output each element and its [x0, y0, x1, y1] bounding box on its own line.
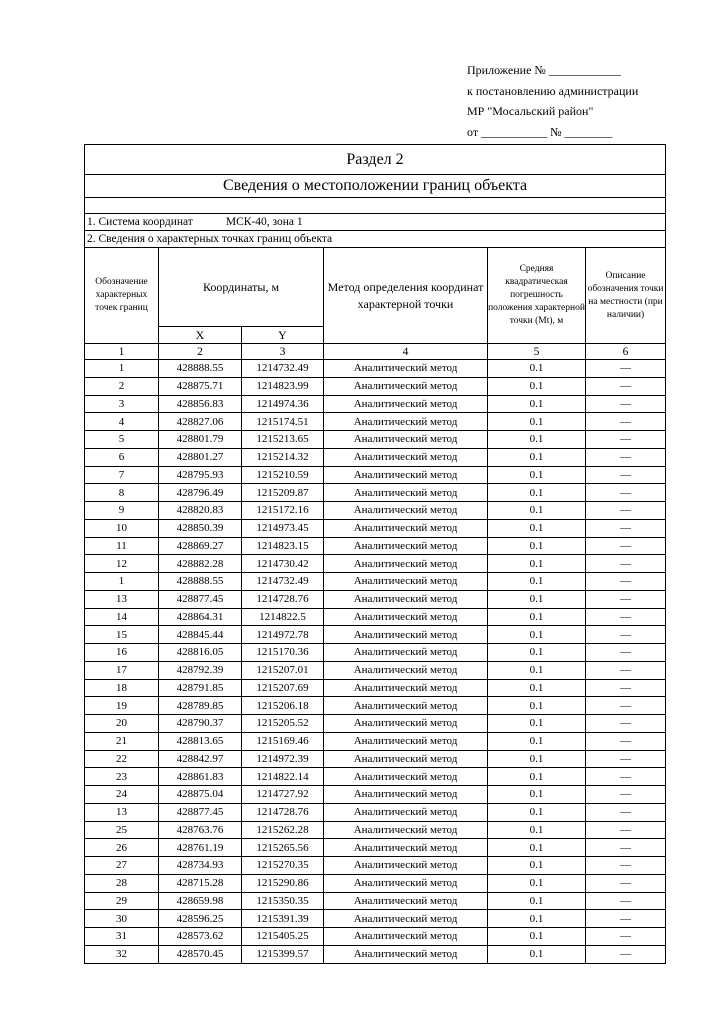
description	[586, 395, 666, 413]
header-method: Метод определения координат характерной точки	[324, 248, 488, 344]
dash: —	[620, 788, 632, 801]
coordinate-x: 428875.04	[159, 786, 242, 804]
method: Аналитический метод	[324, 786, 488, 804]
coordinate-x: 428791.85	[159, 679, 242, 697]
coordinate-x: 428850.39	[159, 519, 242, 537]
point-number: 11	[85, 537, 159, 555]
coordinate-x: 428842.97	[159, 750, 242, 768]
dash: —	[620, 770, 632, 783]
dash: —	[620, 539, 632, 552]
point-number: 29	[85, 892, 159, 910]
description	[586, 715, 666, 733]
coordinate-x: 428570.45	[159, 945, 242, 963]
coordinate-y: 1215209.87	[242, 484, 324, 502]
table-row	[85, 555, 666, 573]
coordinate-y: 1215265.56	[242, 839, 324, 857]
accuracy: 0.1	[488, 928, 586, 946]
accuracy: 0.1	[488, 697, 586, 715]
accuracy: 0.1	[488, 874, 586, 892]
accuracy: 0.1	[488, 573, 586, 591]
accuracy: 0.1	[488, 786, 586, 804]
coordinate-x: 428795.93	[159, 466, 242, 484]
description	[586, 626, 666, 644]
coordinate-x: 428596.25	[159, 910, 242, 928]
accuracy: 0.1	[488, 448, 586, 466]
accuracy: 0.1	[488, 715, 586, 733]
table-row	[85, 395, 666, 413]
accuracy: 0.1	[488, 892, 586, 910]
dash: —	[620, 699, 632, 712]
method: Аналитический метод	[324, 537, 488, 555]
dash: —	[620, 912, 632, 925]
accuracy: 0.1	[488, 413, 586, 431]
accuracy: 0.1	[488, 839, 586, 857]
dash: —	[620, 664, 632, 677]
method: Аналитический метод	[324, 448, 488, 466]
method: Аналитический метод	[324, 839, 488, 857]
point-number: 27	[85, 857, 159, 875]
header-designation: Обозначение характерных точек границ	[85, 248, 159, 344]
district-name: МР "Мосальский район"	[467, 104, 594, 118]
accuracy: 0.1	[488, 910, 586, 928]
table-row	[85, 892, 666, 910]
table-row	[85, 697, 666, 715]
column-numbers-row	[85, 344, 666, 360]
method: Аналитический метод	[324, 715, 488, 733]
coordinate-x: 428789.85	[159, 697, 242, 715]
table-title: Сведения о местоположении границ объекта	[85, 175, 666, 198]
method: Аналитический метод	[324, 466, 488, 484]
dash: —	[620, 504, 632, 517]
boundary-points-table	[84, 144, 666, 964]
accuracy: 0.1	[488, 590, 586, 608]
coordinate-y: 1215399.57	[242, 945, 324, 963]
description	[586, 644, 666, 662]
appendix-number: Приложение № ____________	[467, 63, 621, 77]
coordinate-x: 428845.44	[159, 626, 242, 644]
column-number: 4	[324, 344, 488, 360]
dash: —	[620, 841, 632, 854]
method: Аналитический метод	[324, 413, 488, 431]
points-caption: 2. Сведения о характерных точках границ объекта	[85, 231, 666, 248]
coordinate-y: 1214823.15	[242, 537, 324, 555]
method: Аналитический метод	[324, 874, 488, 892]
table-row	[85, 857, 666, 875]
dash: —	[620, 486, 632, 499]
coordinate-x: 428813.65	[159, 732, 242, 750]
header-accuracy: Средняя квадратическая погрешность положения характерной точки (Mt), м	[488, 248, 586, 344]
description	[586, 786, 666, 804]
method: Аналитический метод	[324, 590, 488, 608]
accuracy: 0.1	[488, 750, 586, 768]
coordinate-system-label: 1. Система координат	[87, 216, 193, 228]
table-row	[85, 679, 666, 697]
method: Аналитический метод	[324, 803, 488, 821]
coordinate-y: 1214730.42	[242, 555, 324, 573]
method: Аналитический метод	[324, 679, 488, 697]
accuracy: 0.1	[488, 768, 586, 786]
point-number: 5	[85, 431, 159, 449]
point-number: 30	[85, 910, 159, 928]
column-number: 6	[586, 344, 666, 360]
table-row	[85, 360, 666, 378]
point-number: 3	[85, 395, 159, 413]
table-row	[85, 377, 666, 395]
header-coordinates: Координаты, м	[159, 248, 324, 327]
table-row	[85, 839, 666, 857]
dash: —	[620, 362, 632, 375]
dash: —	[620, 948, 632, 961]
coordinate-y: 1215206.18	[242, 697, 324, 715]
method: Аналитический метод	[324, 608, 488, 626]
point-number: 24	[85, 786, 159, 804]
coordinate-x: 428715.28	[159, 874, 242, 892]
method: Аналитический метод	[324, 892, 488, 910]
blank-row	[85, 198, 666, 214]
dash: —	[620, 522, 632, 535]
point-number: 17	[85, 661, 159, 679]
description	[586, 910, 666, 928]
method: Аналитический метод	[324, 555, 488, 573]
method: Аналитический метод	[324, 768, 488, 786]
point-number: 10	[85, 519, 159, 537]
method: Аналитический метод	[324, 360, 488, 378]
point-number: 28	[85, 874, 159, 892]
dash: —	[620, 380, 632, 393]
table-row	[85, 413, 666, 431]
coordinate-y: 1215174.51	[242, 413, 324, 431]
accuracy: 0.1	[488, 945, 586, 963]
description	[586, 679, 666, 697]
decree-date-number: от ___________ № ________	[467, 124, 613, 139]
dash: —	[620, 752, 632, 765]
coordinate-x: 428864.31	[159, 608, 242, 626]
description	[586, 750, 666, 768]
accuracy: 0.1	[488, 360, 586, 378]
coordinate-x: 428820.83	[159, 502, 242, 520]
coordinate-y: 1214823.99	[242, 377, 324, 395]
column-number: 3	[242, 344, 324, 360]
description	[586, 768, 666, 786]
coordinate-y: 1214822.14	[242, 768, 324, 786]
document-header	[467, 60, 638, 142]
point-number: 1	[85, 573, 159, 591]
method: Аналитический метод	[324, 732, 488, 750]
decree-reference: к постановлению администрации	[467, 83, 639, 98]
description	[586, 928, 666, 946]
coordinate-x: 428875.71	[159, 377, 242, 395]
coordinate-y: 1215405.25	[242, 928, 324, 946]
point-number: 2	[85, 377, 159, 395]
method: Аналитический метод	[324, 431, 488, 449]
description	[586, 732, 666, 750]
column-number: 1	[85, 344, 159, 360]
table-row	[85, 502, 666, 520]
coordinate-x: 428856.83	[159, 395, 242, 413]
coordinate-x: 428790.37	[159, 715, 242, 733]
description	[586, 839, 666, 857]
coordinate-x: 428796.49	[159, 484, 242, 502]
dash: —	[620, 859, 632, 872]
coordinate-system-value: МСК-40, зона 1	[225, 216, 303, 228]
coordinate-x: 428816.05	[159, 644, 242, 662]
coordinate-y: 1214727.92	[242, 786, 324, 804]
accuracy: 0.1	[488, 679, 586, 697]
dash: —	[620, 930, 632, 943]
method: Аналитический метод	[324, 821, 488, 839]
description	[586, 857, 666, 875]
coordinate-y: 1215205.52	[242, 715, 324, 733]
table-row	[85, 448, 666, 466]
point-number: 23	[85, 768, 159, 786]
description	[586, 821, 666, 839]
point-number: 13	[85, 803, 159, 821]
description	[586, 466, 666, 484]
description	[586, 874, 666, 892]
coordinate-y: 1215391.39	[242, 910, 324, 928]
point-number: 6	[85, 448, 159, 466]
description	[586, 573, 666, 591]
accuracy: 0.1	[488, 555, 586, 573]
coordinate-y: 1214974.36	[242, 395, 324, 413]
coordinate-x: 428877.45	[159, 590, 242, 608]
description	[586, 590, 666, 608]
description	[586, 697, 666, 715]
table-row	[85, 466, 666, 484]
coordinate-y: 1215214.32	[242, 448, 324, 466]
dash: —	[620, 451, 632, 464]
point-number: 19	[85, 697, 159, 715]
coordinate-x: 428792.39	[159, 661, 242, 679]
coordinate-x: 428861.83	[159, 768, 242, 786]
table-row	[85, 537, 666, 555]
coordinate-x: 428869.27	[159, 537, 242, 555]
table-row	[85, 608, 666, 626]
description	[586, 519, 666, 537]
method: Аналитический метод	[324, 573, 488, 591]
coordinate-x: 428888.55	[159, 360, 242, 378]
accuracy: 0.1	[488, 502, 586, 520]
dash: —	[620, 593, 632, 606]
table-row	[85, 573, 666, 591]
point-number: 7	[85, 466, 159, 484]
dash: —	[620, 823, 632, 836]
method: Аналитический метод	[324, 750, 488, 768]
coordinate-y: 1215213.65	[242, 431, 324, 449]
coordinate-x: 428763.76	[159, 821, 242, 839]
table-row	[85, 803, 666, 821]
dash: —	[620, 735, 632, 748]
point-number: 21	[85, 732, 159, 750]
coordinate-y: 1214732.49	[242, 573, 324, 591]
method: Аналитический метод	[324, 928, 488, 946]
accuracy: 0.1	[488, 466, 586, 484]
coordinate-y: 1214728.76	[242, 803, 324, 821]
coordinate-y: 1215262.28	[242, 821, 324, 839]
table-row	[85, 750, 666, 768]
dash: —	[620, 415, 632, 428]
coordinate-y: 1214972.78	[242, 626, 324, 644]
method: Аналитический метод	[324, 857, 488, 875]
point-number: 1	[85, 360, 159, 378]
description	[586, 945, 666, 963]
header-x: X	[159, 327, 242, 344]
description	[586, 608, 666, 626]
point-number: 18	[85, 679, 159, 697]
coordinate-y: 1214973.45	[242, 519, 324, 537]
description	[586, 502, 666, 520]
point-number: 13	[85, 590, 159, 608]
coordinate-x: 428761.19	[159, 839, 242, 857]
table-row	[85, 768, 666, 786]
coordinate-y: 1215169.46	[242, 732, 324, 750]
coordinate-x: 428659.98	[159, 892, 242, 910]
dash: —	[620, 646, 632, 659]
accuracy: 0.1	[488, 732, 586, 750]
column-number: 2	[159, 344, 242, 360]
table-row	[85, 910, 666, 928]
point-number: 8	[85, 484, 159, 502]
description	[586, 484, 666, 502]
method: Аналитический метод	[324, 910, 488, 928]
table-row	[85, 626, 666, 644]
table-row	[85, 590, 666, 608]
dash: —	[620, 468, 632, 481]
coordinate-x: 428888.55	[159, 573, 242, 591]
point-number: 15	[85, 626, 159, 644]
accuracy: 0.1	[488, 626, 586, 644]
coordinate-x: 428882.28	[159, 555, 242, 573]
method: Аналитический метод	[324, 484, 488, 502]
coordinate-system-row	[85, 214, 666, 231]
point-number: 22	[85, 750, 159, 768]
coordinate-y: 1214972.39	[242, 750, 324, 768]
point-number: 32	[85, 945, 159, 963]
point-number: 26	[85, 839, 159, 857]
table-row	[85, 519, 666, 537]
accuracy: 0.1	[488, 608, 586, 626]
dash: —	[620, 557, 632, 570]
dash: —	[620, 681, 632, 694]
dash: —	[620, 610, 632, 623]
point-number: 31	[85, 928, 159, 946]
table-row	[85, 786, 666, 804]
table-row	[85, 484, 666, 502]
dash: —	[620, 894, 632, 907]
coordinate-y: 1215170.36	[242, 644, 324, 662]
dash: —	[620, 397, 632, 410]
description	[586, 537, 666, 555]
method: Аналитический метод	[324, 626, 488, 644]
accuracy: 0.1	[488, 821, 586, 839]
coordinate-y: 1215207.01	[242, 661, 324, 679]
method: Аналитический метод	[324, 661, 488, 679]
dash: —	[620, 717, 632, 730]
header-y: Y	[242, 327, 324, 344]
description	[586, 431, 666, 449]
table-row	[85, 431, 666, 449]
accuracy: 0.1	[488, 857, 586, 875]
dash: —	[620, 575, 632, 588]
table-row	[85, 644, 666, 662]
coordinate-y: 1215172.16	[242, 502, 324, 520]
coordinate-y: 1215290.86	[242, 874, 324, 892]
description	[586, 377, 666, 395]
description	[586, 448, 666, 466]
section-title: Раздел 2	[85, 145, 666, 175]
accuracy: 0.1	[488, 644, 586, 662]
method: Аналитический метод	[324, 697, 488, 715]
dash: —	[620, 877, 632, 890]
coordinate-x: 428827.06	[159, 413, 242, 431]
description	[586, 892, 666, 910]
accuracy: 0.1	[488, 661, 586, 679]
point-number: 4	[85, 413, 159, 431]
coordinate-y: 1214728.76	[242, 590, 324, 608]
method: Аналитический метод	[324, 377, 488, 395]
description	[586, 413, 666, 431]
point-number: 25	[85, 821, 159, 839]
accuracy: 0.1	[488, 537, 586, 555]
dash: —	[620, 628, 632, 641]
dash: —	[620, 433, 632, 446]
coordinate-x: 428801.79	[159, 431, 242, 449]
coordinate-x: 428734.93	[159, 857, 242, 875]
coordinate-x: 428801.27	[159, 448, 242, 466]
description	[586, 803, 666, 821]
coordinate-x: 428573.62	[159, 928, 242, 946]
description	[586, 661, 666, 679]
point-number: 14	[85, 608, 159, 626]
table-row	[85, 732, 666, 750]
accuracy: 0.1	[488, 395, 586, 413]
table-row	[85, 661, 666, 679]
method: Аналитический метод	[324, 395, 488, 413]
column-number: 5	[488, 344, 586, 360]
point-number: 12	[85, 555, 159, 573]
accuracy: 0.1	[488, 803, 586, 821]
table-row	[85, 945, 666, 963]
description	[586, 360, 666, 378]
coordinate-y: 1215210.59	[242, 466, 324, 484]
header-description: Описание обозначения точки на местности (при наличии)	[586, 248, 666, 344]
coordinate-y: 1214732.49	[242, 360, 324, 378]
accuracy: 0.1	[488, 519, 586, 537]
accuracy: 0.1	[488, 431, 586, 449]
table-row	[85, 821, 666, 839]
point-number: 20	[85, 715, 159, 733]
dash: —	[620, 806, 632, 819]
accuracy: 0.1	[488, 377, 586, 395]
point-number: 9	[85, 502, 159, 520]
method: Аналитический метод	[324, 502, 488, 520]
point-number: 16	[85, 644, 159, 662]
description	[586, 555, 666, 573]
method: Аналитический метод	[324, 519, 488, 537]
table-row	[85, 874, 666, 892]
coordinate-y: 1214822.5	[242, 608, 324, 626]
coordinate-y: 1215270.35	[242, 857, 324, 875]
coordinate-y: 1215350.35	[242, 892, 324, 910]
method: Аналитический метод	[324, 644, 488, 662]
coordinate-y: 1215207.69	[242, 679, 324, 697]
table-row	[85, 928, 666, 946]
accuracy: 0.1	[488, 484, 586, 502]
method: Аналитический метод	[324, 945, 488, 963]
table-row	[85, 715, 666, 733]
coordinate-x: 428877.45	[159, 803, 242, 821]
